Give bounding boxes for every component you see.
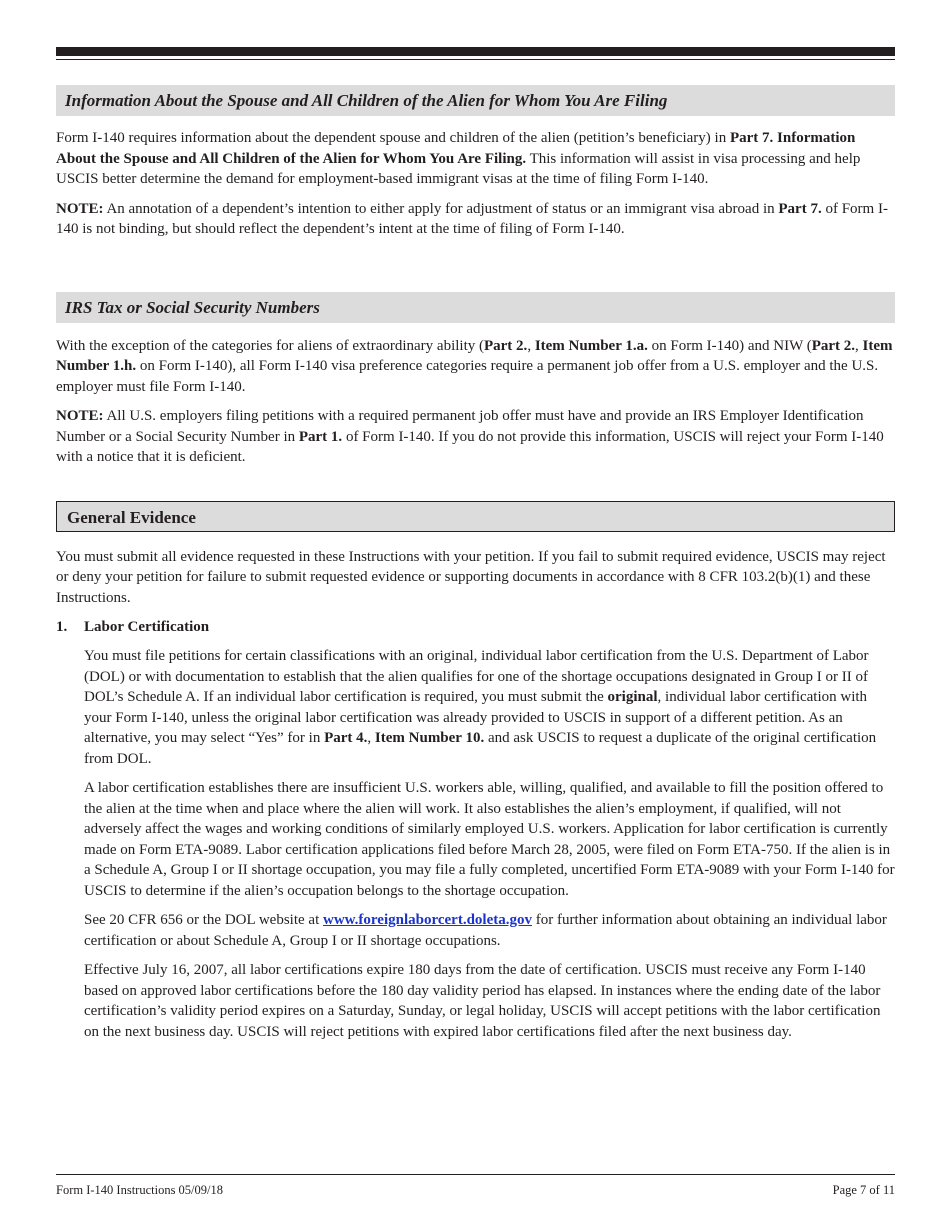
header-thin-rule <box>56 59 895 60</box>
document-page <box>56 47 895 1042</box>
doleta-website-link[interactable]: www.foreignlaborcert.doleta.gov <box>323 912 532 928</box>
irs-note: NOTE: All U.S. employers filing petitions with a required permanent job offer must have and provide an IRS Employer Identification Number or a Social Security Number in Part 1. of Form I-140. If you do not provide this information, USCIS will reject your Form I-140 with a notice that it is deficient. <box>56 408 884 465</box>
item-heading-labor-certification: 1. Labor Certification <box>56 619 210 635</box>
evidence-intro: You must submit all evidence requested in these Instructions with your petition. If you fail to submit required evidence, USCIS may reject or deny your petition for failure to submit requested evidence or supporting documents in accordance with 8 CFR 103.2(b)(1) and these Instructions. <box>56 548 886 606</box>
labor-paragraph-1: You must file petitions for certain classifications with an original, individual labor certification from the U.S. Department of Labor (DOL) or with documentation to establish that the alien qualifies for one of the shortage occupations designated in Group I or II of DOL’s Schedule A. If an individual labor certification is required, you must submit the original, individual labor certification with your Form I-140, unless the original labor certification was already provided to USCIS in support of a different petition. As an alternative, you may select “Yes” for in Part 4., Item Number 10. and ask USCIS to request a duplicate of the original certification from DOL. <box>84 648 877 767</box>
spouse-paragraph: Form I-140 requires information about the dependent spouse and children of the alien (petition’s beneficiary) in Part 7. Information About the Spouse and All Children of the Alien for Whom You Are Filing. This information will assist in visa processing and help USCIS better determine the demand for employment-based immigrant visas at the time of filing Form I-140. <box>56 130 861 187</box>
labor-paragraph-2: A labor certification establishes there are insufficient U.S. workers able, willing, qualified, and available to fill the position offered to the alien at the time when and place where the alien will work. It also establishes the alien’s employment, if qualified, will not adversely affect the wages and working conditions of similarly employed U.S. workers. Application for labor certification is currently made on Form ETA-9089. Labor certification applications filed before March 28, 2005, were filed on Form ETA-750. If the alien is in a Schedule A, Group I or II shortage occupation, you may file a fully completed, uncertified Form ETA-9089 with your Form I-140 for USCIS to determine if the alien’s occupation belongs to the shortage occupation. <box>84 780 895 899</box>
section-heading-irs: IRS Tax or Social Security Numbers <box>56 292 895 323</box>
irs-paragraph: With the exception of the categories for aliens of extraordinary ability (Part 2., Item Number 1.a. on Form I-140) and NIW (Part 2., Item Number 1.h. on Form I-140), all Form I-140 visa preference categories require a permanent job offer from a U.S. employer and the U.S. employer must file Form I-140. <box>56 337 893 395</box>
footer-form-id: Form I-140 Instructions 05/09/18 <box>56 1183 224 1197</box>
labor-paragraph-4: Effective July 16, 2007, all labor certifications expire 180 days from the date of certification. USCIS must receive any Form I-140 based on approved labor certifications before the 180 day validity period has elapsed. In instances where the ending date of the labor certification’s validity period expires on a Saturday, Sunday, or legal holiday, USCIS will accept petitions with the labor certification on the next business day. USCIS will reject petitions with expired labor certifications filed after the next business day. <box>84 962 881 1040</box>
spouse-note: NOTE: An annotation of a dependent’s intention to either apply for adjustment of status or an immigrant visa abroad in Part 7. of Form I-140 is not binding, but should reflect the dependent’s intent at the time of filing of Form I-140. <box>56 200 888 237</box>
footer-rule <box>56 1174 895 1175</box>
footer-page-number: Page 7 of 11 <box>832 1183 895 1197</box>
header-thick-rule <box>56 47 895 56</box>
labor-paragraph-3: See 20 CFR 656 or the DOL website at www.foreignlaborcert.doleta.gov for further information about obtaining an individual labor certification or about Schedule A, Group I or II shortage occupations. <box>84 912 887 949</box>
section-heading-spouse: Information About the Spouse and All Children of the Alien for Whom You Are Filing <box>56 85 895 116</box>
section-heading-general-evidence: General Evidence <box>56 501 895 532</box>
